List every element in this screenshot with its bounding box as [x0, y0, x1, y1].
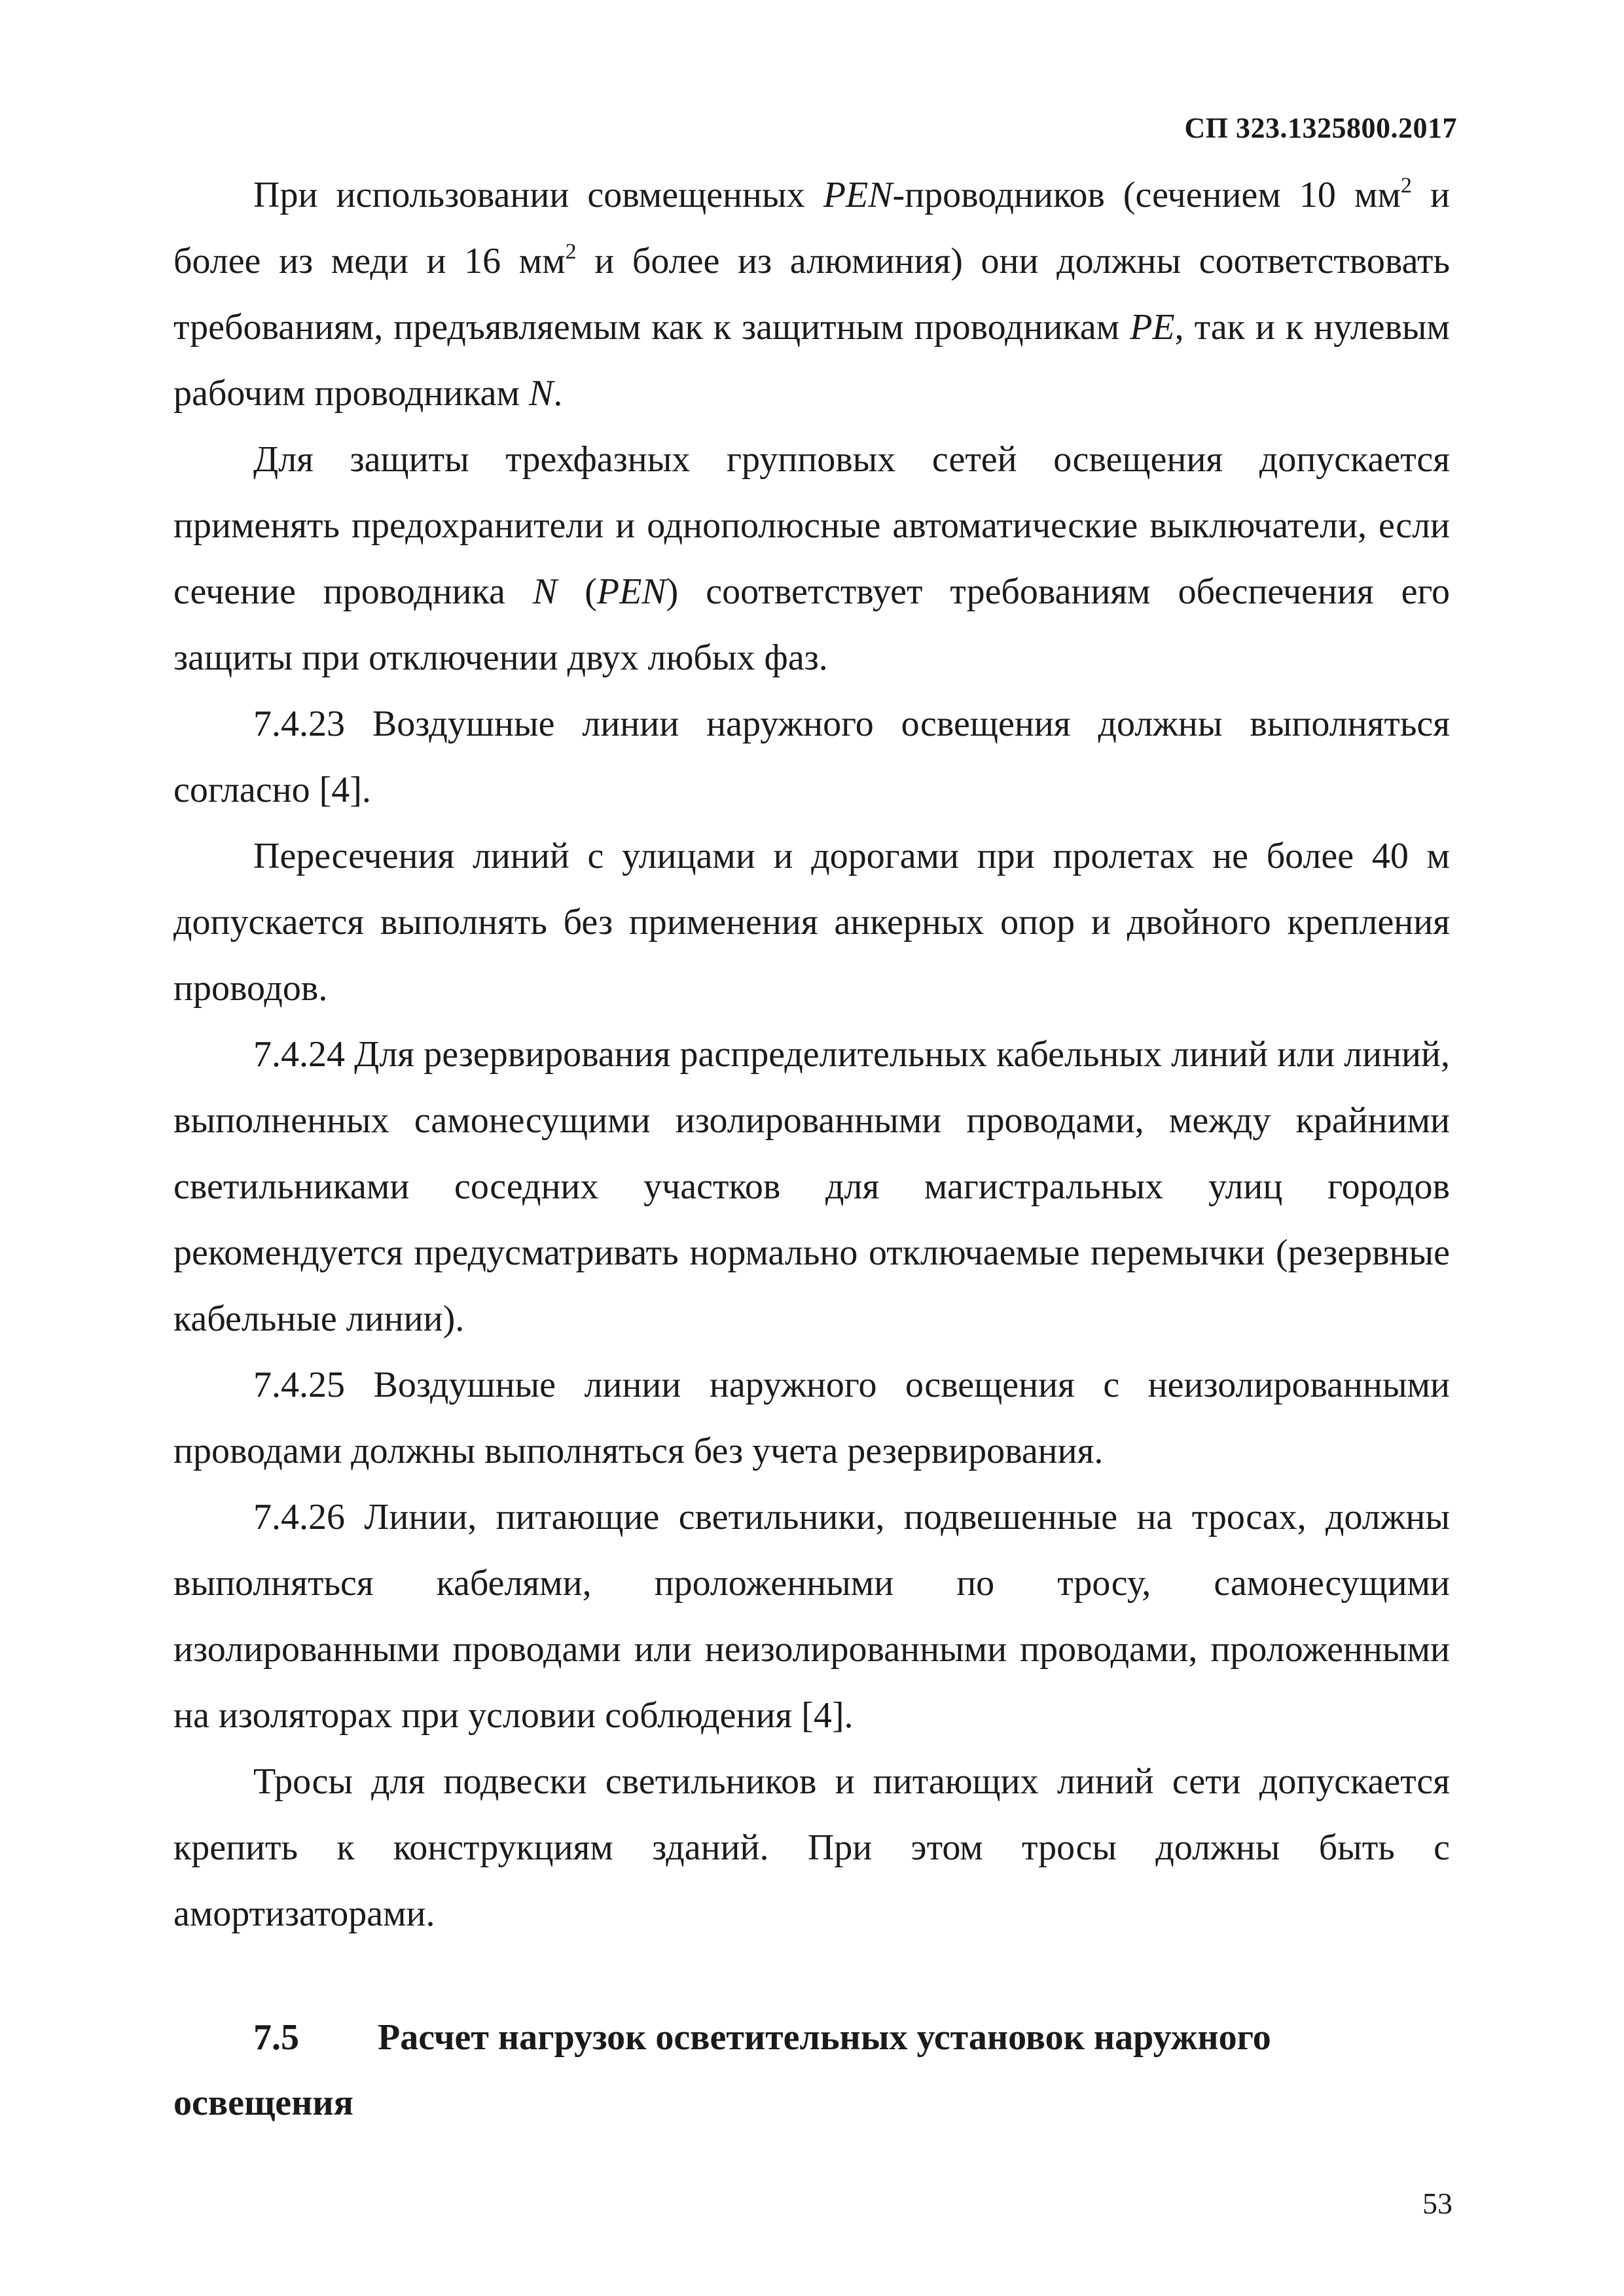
paragraph-7-4-24: 7.4.24 Для резервирования распределительных кабельных линий или линий, выполненных самонесущими изолированными проводами, между крайними светильниками соседних участков для магистральных улиц городов рекомендуется предусматривать нормально отключаемые перемычки (резервные кабельные линии).: [173, 1034, 1450, 1339]
paragraph-suspension-cables: Тросы для подвески светильников и питающих линий сети допускается крепить к конструкциям зданий. При этом тросы должны быть с амортизаторами.: [173, 1761, 1450, 1934]
paragraph-pen-conductors: При использовании совмещенных PEN-проводников (сечением 10 $мм^2$ и более из меди и 16 $мм^2$ и более из алюминия) они должны соответствовать требованиям, предъявляемым как к защитным проводникам PE, так и к нулевым рабочим проводникам N.: [173, 173, 1451, 414]
paragraph-7-4-25: 7.4.25 Воздушные линии наружного освещения с неизолированными проводами должны выполняться без учета резервирования.: [173, 1365, 1450, 1471]
paragraph-7-4-26: 7.4.26 Линии, питающие светильники, подвешенные на тросах, должны выполняться кабелями, проложенными по тросу, самонесущими изолированными проводами или неизолированными проводами, проложенными на изоляторах при условии соблюдения [4].: [173, 1497, 1450, 1736]
section-number: 7.5: [253, 2017, 299, 2058]
section-heading-7-5: [173, 2005, 1450, 2136]
page-number: 53: [1422, 2187, 1453, 2220]
paragraph-three-phase-protection: Для защиты трехфазных групповых сетей освещения допускается применять предохранители и однополюсные автоматические выключатели, если сечение проводника N (PEN) соответствует требованиям обеспечения его защиты при отключении двух любых фаз.: [173, 439, 1451, 678]
paragraph-line-crossings: Пересечения линий с улицами и дорогами при пролетах не более 40 м допускается выполнять без применения анкерных опор и двойного крепления проводов.: [173, 836, 1450, 1009]
page-body: [173, 162, 1450, 2136]
section-title-line1: Расчет нагрузок осветительных установок наружного: [378, 2017, 1271, 2058]
section-title-line2: освещения: [173, 2083, 353, 2123]
paragraph-7-4-23: 7.4.23 Воздушные линии наружного освещения должны выполняться согласно [4].: [173, 704, 1450, 810]
document-code-header: СП 323.1325800.2017: [1184, 112, 1457, 144]
